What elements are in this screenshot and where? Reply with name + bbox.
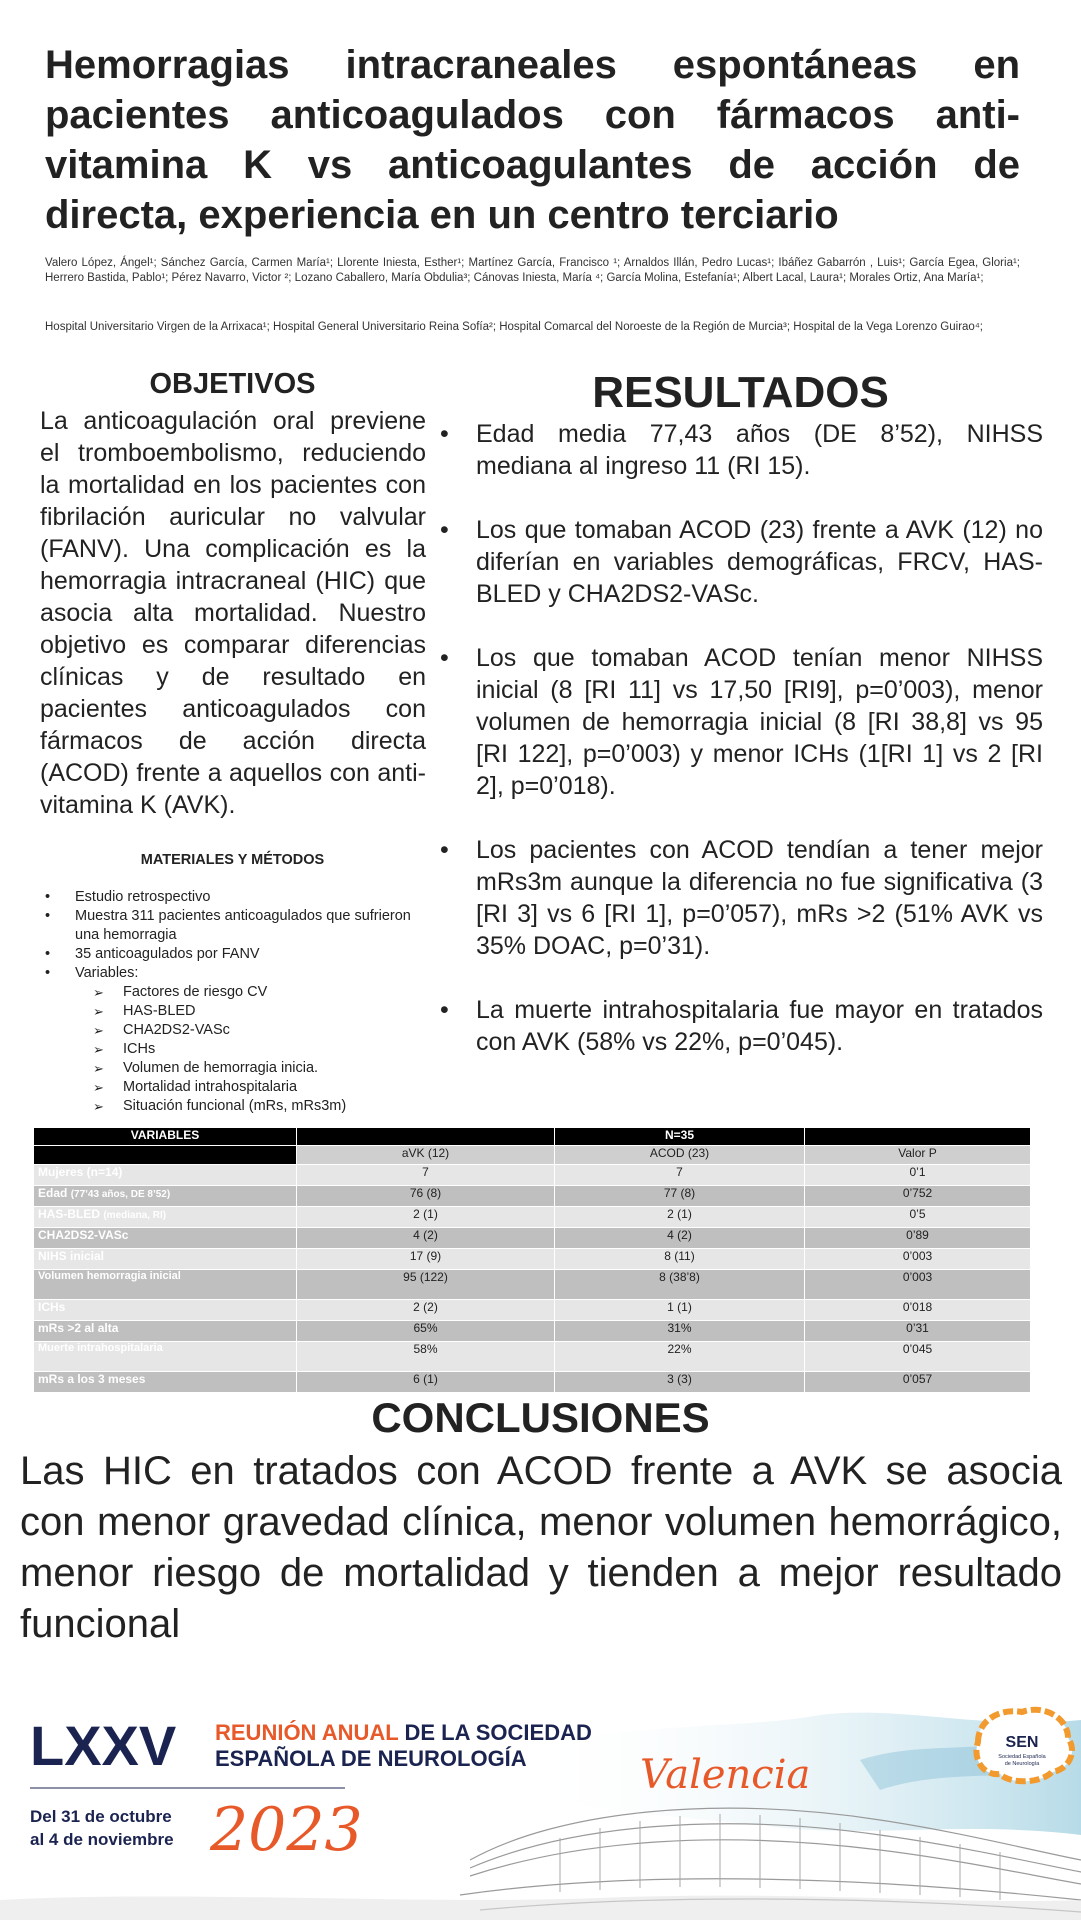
sub-list-item: ➢ ICHs <box>93 1041 156 1057</box>
conclusiones-heading: CONCLUSIONES <box>371 1394 710 1441</box>
table-header-empty <box>805 1128 1031 1146</box>
table-row: Muerte intrahospitalaria 58% 22% 0’045 <box>34 1342 1031 1372</box>
list-item: • Estudio retrospectivo <box>45 889 211 905</box>
table-subheader-row <box>34 1146 1031 1165</box>
sub-list-item: ➢ HAS-BLED <box>93 1003 196 1019</box>
table-row: ICHs 2 (2) 1 (1) 0’018 <box>34 1300 1031 1321</box>
results-table <box>33 1127 1031 1393</box>
dates-line-2: al 4 de noviembre <box>30 1830 174 1849</box>
svg-text:Sociedad Española: Sociedad Española <box>998 1754 1046 1760</box>
svg-text:de Neurología: de Neurología <box>1004 1761 1040 1767</box>
sub-list-item: ➢ Situación funcional (mRs, mRs3m) <box>93 1098 347 1114</box>
bullet-icon: • <box>440 644 449 672</box>
sub-list-item: ➢ Mortalidad intrahospitalaria <box>93 1079 298 1095</box>
table-row: HAS-BLED (mediana, RI) 2 (1) 2 (1) 0’5 <box>34 1207 1031 1228</box>
arrow-bullet-icon: ➢ <box>93 1042 104 1057</box>
list-item: • Los pacientes con ACOD tendían a tener mejor mRs3m aunque la diferencia no fue significativa (3 [RI 3] vs 6 [RI 1], p=0’057), mRs >2 (51% AVK vs 35% DOAC, p=0’31). <box>440 836 1043 960</box>
column-header-p: Valor P <box>805 1146 1031 1165</box>
sub-list-item: ➢ CHA2DS2-VASc <box>93 1022 230 1038</box>
bullet-icon: • <box>45 965 51 981</box>
sub-list-item: ➢ Volumen de hemorragia inicia. <box>93 1060 319 1076</box>
list-item: • 35 anticoagulados por FANV <box>45 946 260 962</box>
table-row: Edad (77’43 años, DE 8’52) 76 (8) 77 (8) 0’752 <box>34 1186 1031 1207</box>
table-row: mRs >2 al alta 65% 31% 0’31 <box>34 1321 1031 1342</box>
column-header-avk: aVK (12) <box>297 1146 555 1165</box>
conclusiones-text: Las HIC en tratados con ACOD frente a AVK se asocia con menor gravedad clínica, menor volumen hemorrágico, menor riesgo de mortalidad y tienden a mejor resultado funcional <box>20 1449 1062 1646</box>
table-row: CHA2DS2-VASc 4 (2) 4 (2) 0’89 <box>34 1228 1031 1249</box>
sub-list-item: ➢ Factores de riesgo CV <box>93 984 268 1000</box>
svg-text:SEN: SEN <box>1005 1734 1039 1751</box>
bullet-icon: • <box>45 946 51 962</box>
congress-banner <box>0 1700 1081 1920</box>
table-header-variables: VARIABLES <box>34 1128 297 1146</box>
bullet-icon: • <box>45 889 51 905</box>
table-row: NIHS inicial 17 (9) 8 (11) 0’003 <box>34 1249 1031 1270</box>
affiliations: Hospital Universitario Virgen de la Arrixaca¹; Hospital General Universitario Reina Sofía²; Hospital Comarcal del Noroeste de la Región de Murcia³; Hospital de la Vega Lorenzo Guirao⁴; <box>45 321 983 333</box>
year: 2023 <box>210 1795 363 1865</box>
materiales-list <box>40 888 425 1116</box>
column-header-acod: ACOD (23) <box>555 1146 805 1165</box>
bullet-icon: • <box>45 908 51 924</box>
materiales-heading: MATERIALES Y MÉTODOS <box>140 852 325 868</box>
table-header-empty <box>297 1128 555 1146</box>
arrow-bullet-icon: ➢ <box>93 1080 104 1095</box>
resultados-heading: RESULTADOS <box>592 368 889 417</box>
meeting-line-2: ESPAÑOLA DE NEUROLOGÍA <box>215 1746 527 1771</box>
table-row: Mujeres (n=14) 7 7 0’1 <box>34 1165 1031 1186</box>
list-item: • Variables: <box>45 965 139 981</box>
arrow-bullet-icon: ➢ <box>93 1099 104 1114</box>
bullet-icon: • <box>440 516 449 544</box>
bullet-icon: • <box>440 996 449 1024</box>
arrow-bullet-icon: ➢ <box>93 1023 104 1038</box>
poster-title: Hemorragias intracraneales espontáneas en pacientes anticoagulados con fármacos anti-vitamina K vs anticoagulantes de acción de directa, experiencia en un centro terciario <box>45 43 1020 237</box>
table-subheader-blank <box>34 1146 297 1165</box>
city: Valencia <box>640 1752 811 1798</box>
sen-logo <box>976 1710 1072 1782</box>
arrow-bullet-icon: ➢ <box>93 1061 104 1076</box>
roman-numeral: LXXV <box>30 1714 177 1777</box>
list-item: • Muestra 311 pacientes anticoagulados que sufrieron una hemorragia <box>45 908 411 943</box>
list-item: • Los que tomaban ACOD tenían menor NIHSS inicial (8 [RI 11] vs 17,50 [RI9], p=0’003), menor volumen de hemorragia inicial (8 [RI 38,8] vs 95 [RI 122], p=0’003) y menor ICHs (1[RI 1] vs 2 [RI 2], p=0’018). <box>440 644 1043 800</box>
meeting-line-1: REUNIÓN ANUAL DE LA SOCIEDAD <box>215 1720 592 1745</box>
authors: Valero López, Ángel¹; Sánchez García, Carmen María¹; Llorente Iniesta, Esther¹; Martínez García, Francisco ¹; Arnaldos Illán, Pedro Lucas¹; Ibáñez Gabarrón , Luis¹; García Egea, Gloria¹; Herrero Bastida, Pablo¹; Pérez Navarro, Victor ²; Lozano Caballero, María Obdulia³; Cánovas Iniesta, María ⁴; García Molina, Estefanía¹; Albert Lacal, Laura¹; Morales Ortiz, Ana María¹; <box>45 257 1020 284</box>
bullet-icon: • <box>440 420 449 448</box>
table-row: mRs a los 3 meses 6 (1) 3 (3) 0’057 <box>34 1372 1031 1393</box>
table-header-n: N=35 <box>555 1128 805 1146</box>
list-item: • Edad media 77,43 años (DE 8’52), NIHSS mediana al ingreso 11 (RI 15). <box>440 420 1043 480</box>
table-row: Volumen hemorragia inicial 95 (122) 8 (38’8) 0’003 <box>34 1270 1031 1300</box>
ground-wash <box>0 1896 1081 1920</box>
list-item: • Los que tomaban ACOD (23) frente a AVK (12) no diferían en variables demográficas, FRCV, HAS-BLED y CHA2DS2-VASc. <box>440 516 1043 608</box>
table-header-row <box>34 1128 1031 1146</box>
bullet-icon: • <box>440 836 449 864</box>
dates-line-1: Del 31 de octubre <box>30 1807 172 1826</box>
list-item: • La muerte intrahospitalaria fue mayor en tratados con AVK (58% vs 22%, p=0’045). <box>440 996 1043 1056</box>
objetivos-text: La anticoagulación oral previene el tromboembolismo, reduciendo la mortalidad en los pacientes con fibrilación auricular no valvular (FANV). Una complicación es la hemorragia intracraneal (HIC) que asocia alta mortalidad. Nuestro objetivo es comparar diferencias clínicas y de resultado en pacientes anticoagulados con fármacos de acción directa (ACOD) frente a aquellos con anti-vitamina K (AVK). <box>40 407 426 819</box>
objetivos-heading: OBJETIVOS <box>149 368 316 400</box>
resultados-list <box>440 418 1043 1090</box>
arrow-bullet-icon: ➢ <box>93 985 104 1000</box>
arrow-bullet-icon: ➢ <box>93 1004 104 1019</box>
